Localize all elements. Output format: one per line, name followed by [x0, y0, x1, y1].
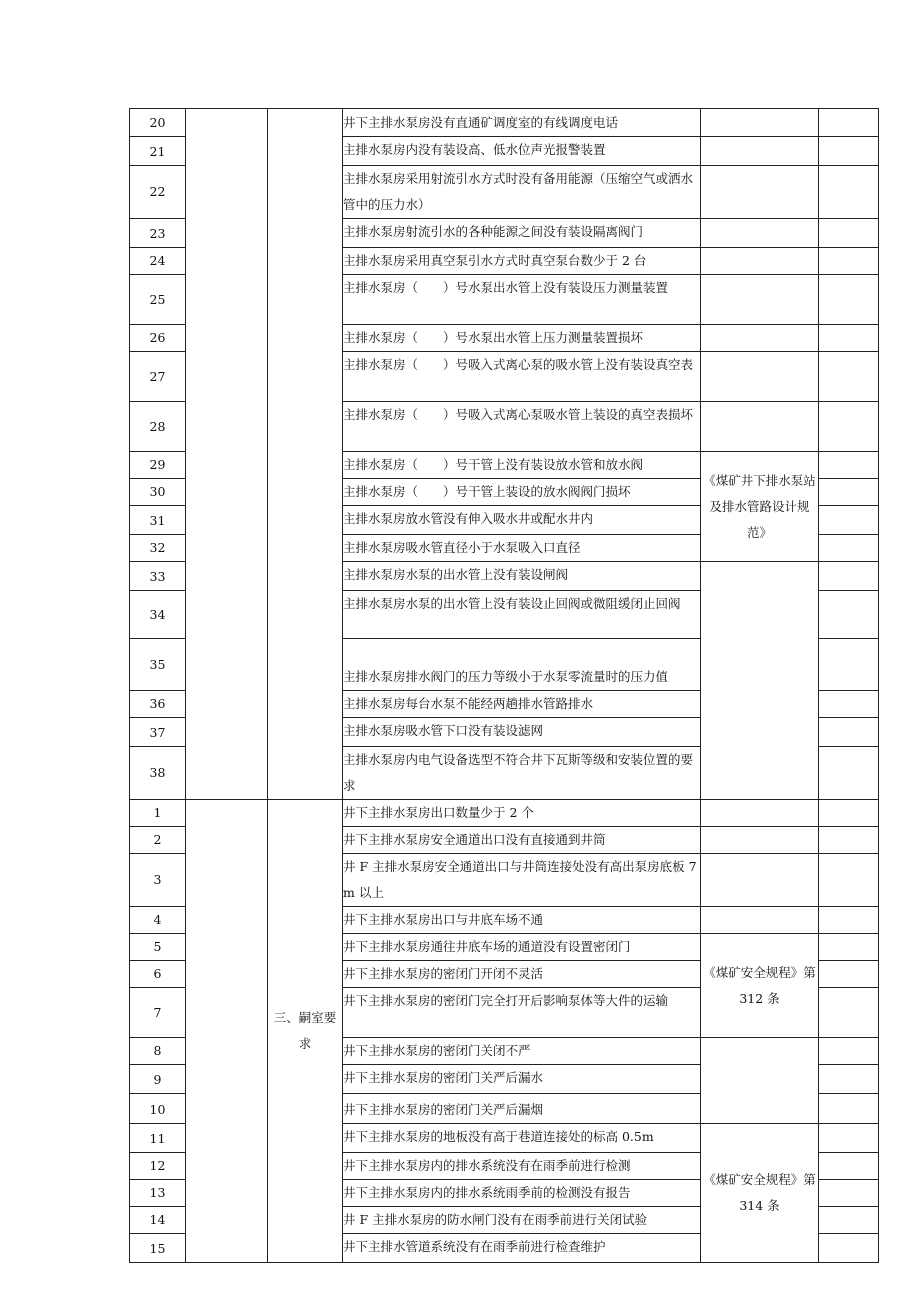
result-cell [819, 137, 879, 166]
basis-cell [701, 352, 819, 402]
row-number: 13 [130, 1180, 186, 1207]
result-cell [819, 747, 879, 800]
basis-cell [701, 907, 819, 934]
row-number: 22 [130, 166, 186, 219]
result-cell [819, 325, 879, 352]
item-description: 主排水泵房放水管没有伸入吸水井或配水井内 [343, 506, 701, 535]
row-number: 3 [130, 854, 186, 907]
row-number: 29 [130, 452, 186, 479]
result-cell [819, 691, 879, 718]
result-cell [819, 591, 879, 639]
row-number: 4 [130, 907, 186, 934]
result-cell [819, 854, 879, 907]
table-row [130, 109, 879, 137]
basis-cell [701, 1038, 819, 1124]
result-cell [819, 800, 879, 827]
item-description: 井下主排水泵房通往井底车场的通道没有设置密闭门 [343, 934, 701, 961]
item-description: 井下主排水泵房的密闭门关严后漏水 [343, 1065, 701, 1094]
basis-cell [701, 109, 819, 137]
result-cell [819, 1153, 879, 1180]
result-cell [819, 718, 879, 747]
result-cell [819, 934, 879, 961]
row-number: 20 [130, 109, 186, 137]
item-description: 井下主排水泵房的密闭门关闭不严 [343, 1038, 701, 1065]
table-row [130, 800, 879, 827]
item-description: 井下主排水泵房的密闭门完全打开后影响泵体等大件的运输 [343, 988, 701, 1038]
group-chamber-requirements: 三、嗣室要求 [268, 800, 343, 1263]
row-number: 8 [130, 1038, 186, 1065]
result-cell [819, 562, 879, 591]
item-description: 井下主排水泵房的密闭门关严后漏烟 [343, 1094, 701, 1124]
item-description: 井下主排水泵房出口数量少于 2 个 [343, 800, 701, 827]
row-number: 7 [130, 988, 186, 1038]
result-cell [819, 1207, 879, 1234]
result-cell [819, 452, 879, 479]
item-description: 主排水泵房射流引水的各种能源之间没有装设隔离阀门 [343, 219, 701, 248]
item-description: 主排水泵房吸水管下口没有装设滤网 [343, 718, 701, 747]
row-number: 15 [130, 1234, 186, 1263]
row-number: 14 [130, 1207, 186, 1234]
item-description: 主排水泵房采用真空泵引水方式时真空泵台数少于 2 台 [343, 248, 701, 275]
item-description: 井 F 主排水泵房安全通道出口与井筒连接处没有高出泵房底板 7m 以上 [343, 854, 701, 907]
row-number: 35 [130, 639, 186, 691]
basis-cell [701, 854, 819, 907]
row-number: 30 [130, 479, 186, 506]
row-number: 5 [130, 934, 186, 961]
item-description: 主排水泵房（ ）号吸入式离心泵的吸水管上没有装设真空表 [343, 352, 701, 402]
row-number: 37 [130, 718, 186, 747]
row-number: 2 [130, 827, 186, 854]
result-cell [819, 506, 879, 535]
result-cell [819, 479, 879, 506]
item-description: 井下主排水泵房安全通道出口没有直接通到井筒 [343, 827, 701, 854]
row-number: 24 [130, 248, 186, 275]
row-number: 23 [130, 219, 186, 248]
row-number: 27 [130, 352, 186, 402]
item-description: 主排水泵房采用射流引水方式时没有备用能源（压缩空气或洒水管中的压力水） [343, 166, 701, 219]
row-number: 32 [130, 535, 186, 562]
row-number: 34 [130, 591, 186, 639]
result-cell [819, 827, 879, 854]
basis-cell [701, 248, 819, 275]
result-cell [819, 1180, 879, 1207]
item-description: 井下主排水泵房的密闭门开闭不灵活 [343, 961, 701, 988]
item-description: 井下主排水泵房内的排水系统没有在雨季前进行检测 [343, 1153, 701, 1180]
row-number: 26 [130, 325, 186, 352]
basis-cell [701, 137, 819, 166]
row-number: 33 [130, 562, 186, 591]
item-description: 主排水泵房（ ）号吸入式离心泵吸水管上装设的真空表损坏 [343, 402, 701, 452]
item-description: 主排水泵房（ ）号干管上没有装设放水管和放水阀 [343, 452, 701, 479]
item-description: 主排水泵房内电气设备选型不符合井下瓦斯等级和安装位置的要求 [343, 747, 701, 800]
result-cell [819, 166, 879, 219]
category-cell [186, 800, 268, 1263]
row-number: 31 [130, 506, 186, 535]
basis-cell [701, 166, 819, 219]
result-cell [819, 275, 879, 325]
result-cell [819, 1065, 879, 1094]
result-cell [819, 1124, 879, 1153]
item-description: 井下主排水管道系统没有在雨季前进行检查维护 [343, 1234, 701, 1263]
row-number: 1 [130, 800, 186, 827]
row-number: 11 [130, 1124, 186, 1153]
basis-cell [701, 219, 819, 248]
group-cell [268, 109, 343, 800]
row-number: 25 [130, 275, 186, 325]
result-cell [819, 1234, 879, 1263]
row-number: 36 [130, 691, 186, 718]
row-number: 12 [130, 1153, 186, 1180]
item-description: 井下主排水泵房出口与井底车场不通 [343, 907, 701, 934]
item-description: 井下主排水泵房没有直通矿调度室的有线调度电话 [343, 109, 701, 137]
item-description: 主排水泵房排水阀门的压力等级小于水泵零流量时的压力值 [343, 639, 701, 691]
result-cell [819, 961, 879, 988]
basis-cell [701, 275, 819, 325]
item-description: 主排水泵房每台水泵不能经两趟排水管路排水 [343, 691, 701, 718]
basis-cell [701, 402, 819, 452]
result-cell [819, 1038, 879, 1065]
category-cell [186, 109, 268, 800]
result-cell [819, 109, 879, 137]
result-cell [819, 1094, 879, 1124]
item-description: 主排水泵房水泵的出水管上没有装设止回阀或微阻缓闭止回阀 [343, 591, 701, 639]
basis-drainage-design-code: 《煤矿井下排水泵站及排水管路设计规范》 [701, 452, 819, 562]
row-number: 10 [130, 1094, 186, 1124]
item-description: 主排水泵房（ ）号水泵出水管上没有装设压力测量装置 [343, 275, 701, 325]
result-cell [819, 988, 879, 1038]
item-description: 主排水泵房（ ）号干管上装设的放水阀阀门损坏 [343, 479, 701, 506]
inspection-table [129, 108, 879, 1263]
result-cell [819, 907, 879, 934]
basis-cell [701, 827, 819, 854]
item-description: 井下主排水泵房内的排水系统雨季前的检测没有报告 [343, 1180, 701, 1207]
basis-safety-code-312: 《煤矿安全规程》第 312 条 [701, 934, 819, 1038]
item-description: 主排水泵房（ ）号水泵出水管上压力测量装置损坏 [343, 325, 701, 352]
result-cell [819, 219, 879, 248]
result-cell [819, 352, 879, 402]
row-number: 9 [130, 1065, 186, 1094]
result-cell [819, 639, 879, 691]
basis-cell [701, 325, 819, 352]
result-cell [819, 402, 879, 452]
row-number: 21 [130, 137, 186, 166]
item-description: 井下主排水泵房的地板没有高于巷道连接处的标高 0.5m [343, 1124, 701, 1153]
basis-safety-code-314: 《煤矿安全规程》第 314 条 [701, 1124, 819, 1263]
row-number: 28 [130, 402, 186, 452]
row-number: 6 [130, 961, 186, 988]
result-cell [819, 535, 879, 562]
basis-cell [701, 562, 819, 800]
result-cell [819, 248, 879, 275]
item-description: 主排水泵房吸水管直径小于水泵吸入口直径 [343, 535, 701, 562]
item-description: 主排水泵房内没有装设高、低水位声光报警装置 [343, 137, 701, 166]
item-description: 井 F 主排水泵房的防水闸门没有在雨季前进行关闭试验 [343, 1207, 701, 1234]
row-number: 38 [130, 747, 186, 800]
item-description: 主排水泵房水泵的出水管上没有装设闸阀 [343, 562, 701, 591]
basis-cell [701, 800, 819, 827]
